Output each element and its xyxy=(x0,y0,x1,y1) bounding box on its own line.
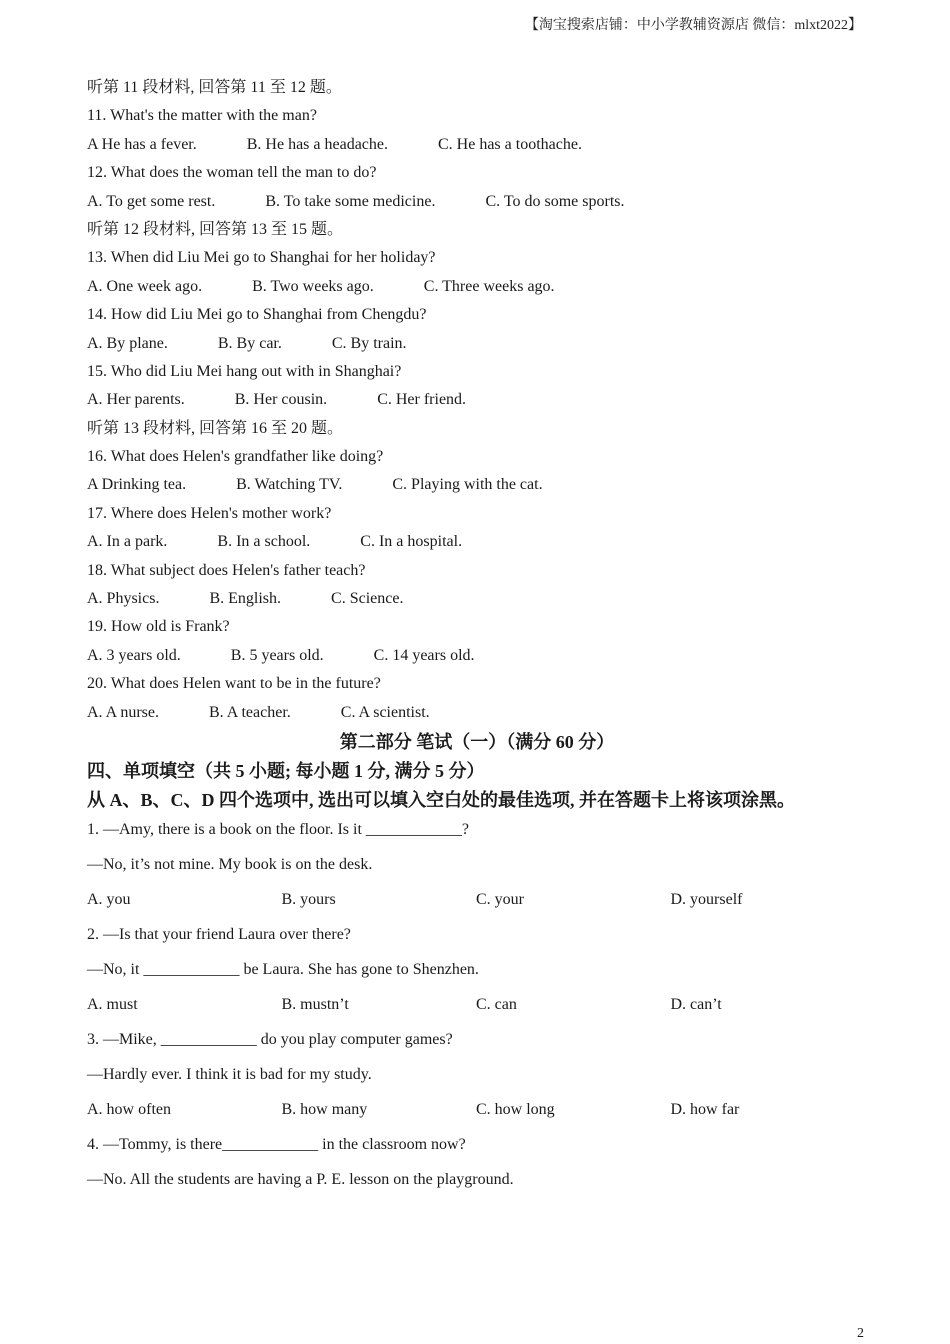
answer-option: B. how many xyxy=(281,1100,368,1118)
part2-title: 第二部分 笔试（一）（满分 60 分） xyxy=(339,731,615,752)
question-text: —Hardly ever. I think it is bad for my study. xyxy=(87,1065,372,1083)
answer-option: A. must xyxy=(87,995,138,1013)
question-text: —No, it’s not mine. My book is on the desk. xyxy=(87,855,373,873)
answer-option: C. can xyxy=(476,995,517,1013)
answer-options xyxy=(87,192,867,220)
page-header: 【淘宝搜索店铺：中小学教辅资源店 微信：mlxt2022】 xyxy=(524,18,862,33)
question-text: —No. All the students are having a P. E. lesson on the playground. xyxy=(87,1170,514,1188)
answer-option: B. Two weeks ago. xyxy=(252,277,374,295)
answer-option: A. Her parents. xyxy=(87,391,185,409)
question-text: 14. How did Liu Mei go to Shanghai from Chengdu? xyxy=(87,306,427,324)
answer-option: B. To take some medicine. xyxy=(265,192,436,210)
answer-option: B. English. xyxy=(209,590,282,608)
section4-heading: 四、单项填空（共 5 小题; 每小题 1 分, 满分 5 分） xyxy=(87,760,485,781)
answer-option: A. One week ago. xyxy=(87,277,203,295)
answer-option: D. how far xyxy=(670,1100,740,1118)
answer-options xyxy=(87,277,867,305)
answer-option: B. Watching TV. xyxy=(236,476,343,494)
answer-options xyxy=(87,334,867,362)
answer-option: C. Three weeks ago. xyxy=(423,277,555,295)
answer-option: C. In a hospital. xyxy=(360,533,463,551)
answer-option: A. how often xyxy=(87,1100,171,1118)
answer-option: A. 3 years old. xyxy=(87,646,181,664)
document-body xyxy=(87,78,867,1205)
question-text: 2. —Is that your friend Laura over there? xyxy=(87,925,351,943)
answer-option: B. 5 years old. xyxy=(230,646,324,664)
section4-instruction: 从 A、B、C、D 四个选项中, 选出可以填入空白处的最佳选项, 并在答题卡上将该项涂黑。 xyxy=(87,789,795,810)
answer-option: D. yourself xyxy=(670,890,743,908)
listening-instruction: 听第 12 段材料, 回答第 13 至 15 题。 xyxy=(87,220,344,238)
answer-option: C. To do some sports. xyxy=(485,192,625,210)
answer-option: B. He has a headache. xyxy=(246,135,388,153)
answer-option: A. By plane. xyxy=(87,334,168,352)
listening-instruction: 听第 11 段材料, 回答第 11 至 12 题。 xyxy=(87,79,342,96)
answer-options xyxy=(87,390,867,418)
answer-option: B. In a school. xyxy=(217,533,311,551)
question-text: 3. —Mike, ____________ do you play computer games? xyxy=(87,1030,453,1048)
question-text: 1. —Amy, there is a book on the floor. Is it ____________? xyxy=(87,820,470,838)
answer-options xyxy=(87,532,867,560)
answer-option: B. yours xyxy=(281,890,336,908)
answer-options xyxy=(87,475,867,503)
answer-options xyxy=(87,995,867,1030)
answer-option: A. you xyxy=(87,890,131,908)
answer-option: C. He has a toothache. xyxy=(438,135,582,153)
answer-options xyxy=(87,589,867,617)
grammar-section xyxy=(87,820,867,1205)
answer-option: C. By train. xyxy=(331,334,407,352)
answer-option: C. Playing with the cat. xyxy=(392,476,543,494)
answer-options xyxy=(87,135,867,163)
question-text: 18. What subject does Helen's father teach? xyxy=(87,561,366,579)
answer-option: A He has a fever. xyxy=(87,135,197,153)
answer-options xyxy=(87,890,867,925)
answer-option: C. how long xyxy=(476,1100,555,1118)
answer-option: C. Her friend. xyxy=(377,391,467,409)
question-text: 12. What does the woman tell the man to do? xyxy=(87,164,377,182)
question-text: 11. What's the matter with the man? xyxy=(87,107,317,125)
answer-option: C. A scientist. xyxy=(340,703,430,721)
answer-option: A. Physics. xyxy=(87,590,160,608)
page-number: 2 xyxy=(857,1326,864,1341)
answer-option: B. By car. xyxy=(217,334,282,352)
answer-option: C. Science. xyxy=(331,590,404,608)
answer-option: B. A teacher. xyxy=(209,703,291,721)
question-text: 15. Who did Liu Mei hang out with in Shanghai? xyxy=(87,362,402,380)
answer-option: A. In a park. xyxy=(87,533,168,551)
question-text: 4. —Tommy, is there____________ in the classroom now? xyxy=(87,1135,466,1153)
answer-options xyxy=(87,646,867,674)
listening-instruction: 听第 13 段材料, 回答第 16 至 20 题。 xyxy=(87,419,344,437)
listening-section xyxy=(87,78,867,731)
question-text: 13. When did Liu Mei go to Shanghai for her holiday? xyxy=(87,249,436,267)
question-text: —No, it ____________ be Laura. She has gone to Shenzhen. xyxy=(87,960,479,978)
answer-option: B. mustn’t xyxy=(281,995,349,1013)
answer-options xyxy=(87,1100,867,1135)
answer-option: A Drinking tea. xyxy=(87,476,187,494)
answer-option: D. can’t xyxy=(670,995,722,1013)
question-text: 16. What does Helen's grandfather like doing? xyxy=(87,448,384,466)
answer-options xyxy=(87,703,867,731)
answer-option: A. To get some rest. xyxy=(87,192,216,210)
question-text: 17. Where does Helen's mother work? xyxy=(87,504,332,522)
answer-option: C. your xyxy=(476,890,524,908)
question-text: 20. What does Helen want to be in the future? xyxy=(87,675,381,693)
answer-option: B. Her cousin. xyxy=(234,391,328,409)
question-text: 19. How old is Frank? xyxy=(87,618,230,636)
answer-option: C. 14 years old. xyxy=(373,646,475,664)
answer-option: A. A nurse. xyxy=(87,703,159,721)
